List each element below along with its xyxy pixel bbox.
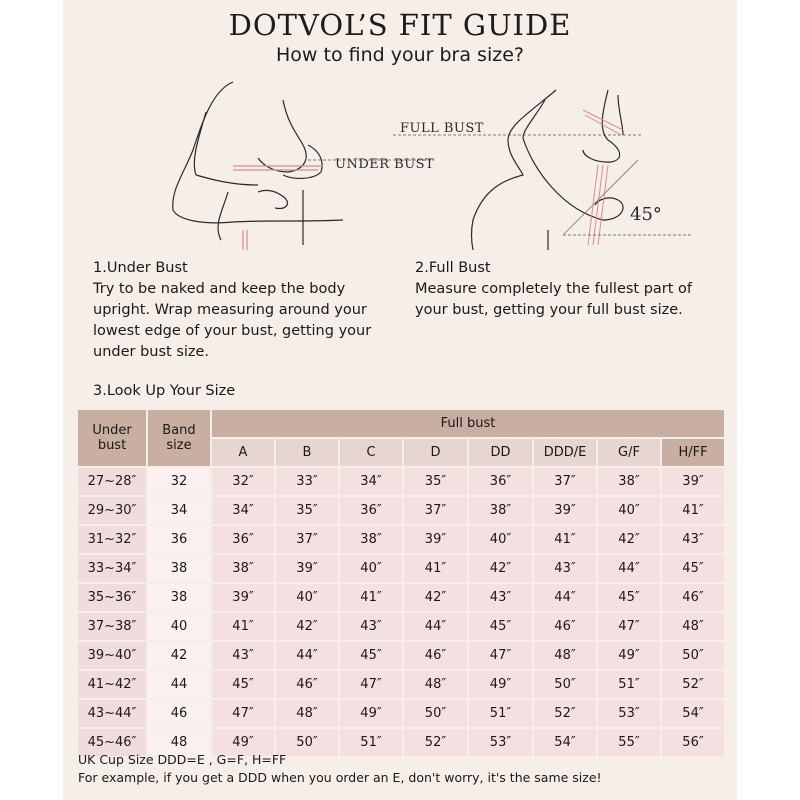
band-size-cell: 42 [148, 642, 210, 669]
full-bust-cell: 32″ [212, 468, 274, 495]
full-bust-cell: 55″ [598, 729, 660, 756]
band-size-cell: 46 [148, 700, 210, 727]
full-bust-cell: 45″ [598, 584, 660, 611]
table-row [78, 671, 724, 698]
note-example: For example, if you get a DDD when you order an E, don't worry, it's the same size! [78, 770, 602, 785]
table-row [78, 497, 724, 524]
full-bust-cell: 42″ [469, 555, 532, 582]
full-bust-cell: 34″ [212, 497, 274, 524]
step-full-bust [415, 258, 725, 321]
step-full-bust-body: Measure completely the fullest part of your bust, getting your full bust size. [415, 281, 693, 318]
full-bust-cell: 44″ [534, 584, 596, 611]
full-bust-cell: 35″ [276, 497, 338, 524]
full-bust-cell: 48″ [662, 613, 724, 640]
under-bust-cell: 27~28″ [78, 468, 146, 495]
full-bust-cell: 37″ [404, 497, 467, 524]
full-bust-cell: 42″ [404, 584, 467, 611]
full-bust-cell: 34″ [340, 468, 402, 495]
under-bust-cell: 39~40″ [78, 642, 146, 669]
angle-label: 45° [630, 204, 662, 225]
header-under-bust-line1: Under [92, 423, 132, 438]
full-bust-cell: 40″ [598, 497, 660, 524]
full-bust-cell: 51″ [469, 700, 532, 727]
band-size-cell: 38 [148, 584, 210, 611]
table-row [78, 700, 724, 727]
step-under-bust-body: Try to be naked and keep the body upright. Wrap measuring around your lowest edge of your bust, getting your under bust size. [93, 281, 372, 360]
measurement-illustration [63, 80, 737, 250]
full-bust-cell: 38″ [598, 468, 660, 495]
full-bust-cell: 44″ [404, 613, 467, 640]
full-bust-cell: 44″ [598, 555, 660, 582]
full-bust-cell: 48″ [534, 642, 596, 669]
page-title: DOTVOL’S FIT GUIDE [228, 8, 572, 42]
under-bust-cell: 43~44″ [78, 700, 146, 727]
cup-header: H/FF [662, 439, 724, 466]
full-bust-cell: 40″ [340, 555, 402, 582]
band-size-cell: 34 [148, 497, 210, 524]
full-bust-cell: 39″ [662, 468, 724, 495]
header-band-size [148, 410, 210, 466]
full-bust-cell: 41″ [534, 526, 596, 553]
header-band-line2: size [166, 438, 192, 453]
full-bust-cell: 54″ [534, 729, 596, 756]
header-under-bust [78, 410, 146, 466]
full-bust-cell: 52″ [534, 700, 596, 727]
full-bust-cell: 41″ [212, 613, 274, 640]
cup-header: DD [469, 439, 532, 466]
full-bust-cell: 49″ [340, 700, 402, 727]
full-bust-cell: 39″ [212, 584, 274, 611]
full-bust-cell: 56″ [662, 729, 724, 756]
full-bust-cell: 41″ [340, 584, 402, 611]
band-size-cell: 44 [148, 671, 210, 698]
cup-header: DDD/E [534, 439, 596, 466]
full-bust-cell: 42″ [276, 613, 338, 640]
full-bust-cell: 45″ [212, 671, 274, 698]
cup-header: C [340, 439, 402, 466]
cup-header: D [404, 439, 467, 466]
full-bust-cell: 40″ [276, 584, 338, 611]
full-bust-cell: 41″ [662, 497, 724, 524]
full-bust-cell: 40″ [469, 526, 532, 553]
cup-header: G/F [598, 439, 660, 466]
full-bust-cell: 39″ [534, 497, 596, 524]
full-bust-cell: 52″ [662, 671, 724, 698]
full-bust-label: FULL BUST [400, 121, 484, 136]
full-bust-cell: 33″ [276, 468, 338, 495]
full-bust-cell: 48″ [276, 700, 338, 727]
full-bust-cell: 47″ [469, 642, 532, 669]
table-row [78, 526, 724, 553]
cup-header: A [212, 439, 274, 466]
full-bust-cell: 37″ [276, 526, 338, 553]
full-bust-cell: 41″ [404, 555, 467, 582]
header-under-bust-line2: bust [97, 438, 127, 453]
full-bust-cell: 50″ [534, 671, 596, 698]
full-bust-cell: 49″ [598, 642, 660, 669]
under-bust-cell: 33~34″ [78, 555, 146, 582]
step-look-up-heading: 3.Look Up Your Size [93, 383, 236, 399]
table-row [78, 642, 724, 669]
under-bust-cell: 41~42″ [78, 671, 146, 698]
full-bust-cell: 38″ [340, 526, 402, 553]
full-bust-cell: 50″ [404, 700, 467, 727]
full-bust-cell: 39″ [276, 555, 338, 582]
step-under-bust-heading: 1.Under Bust [93, 260, 188, 276]
under-bust-cell: 37~38″ [78, 613, 146, 640]
full-bust-cell: 36″ [212, 526, 274, 553]
full-bust-cell: 39″ [404, 526, 467, 553]
full-bust-cell: 46″ [404, 642, 467, 669]
full-bust-cell: 36″ [340, 497, 402, 524]
full-bust-cell: 43″ [534, 555, 596, 582]
header-full-bust: Full bust [212, 410, 724, 437]
full-bust-cell: 50″ [276, 729, 338, 756]
table-row [78, 584, 724, 611]
full-bust-cell: 47″ [598, 613, 660, 640]
full-bust-cell: 45″ [469, 613, 532, 640]
full-bust-cell: 50″ [662, 642, 724, 669]
full-bust-cell: 43″ [469, 584, 532, 611]
page-subtitle: How to find your bra size? [276, 44, 524, 66]
full-bust-cell: 47″ [212, 700, 274, 727]
table-row [78, 555, 724, 582]
full-bust-cell: 43″ [212, 642, 274, 669]
full-bust-cell: 48″ [404, 671, 467, 698]
band-size-cell: 48 [148, 729, 210, 756]
table-row [78, 613, 724, 640]
under-bust-cell: 29~30″ [78, 497, 146, 524]
under-bust-label: UNDER BUST [335, 157, 435, 172]
full-bust-cell: 49″ [212, 729, 274, 756]
full-bust-cell: 46″ [276, 671, 338, 698]
header-band-line1: Band [162, 423, 196, 438]
full-bust-cell: 49″ [469, 671, 532, 698]
full-bust-cell: 47″ [340, 671, 402, 698]
full-bust-cell: 53″ [469, 729, 532, 756]
band-size-cell: 36 [148, 526, 210, 553]
under-bust-cell: 35~36″ [78, 584, 146, 611]
full-bust-cell: 51″ [598, 671, 660, 698]
step-under-bust [93, 258, 403, 363]
table-row [78, 468, 724, 495]
full-bust-cell: 38″ [212, 555, 274, 582]
full-bust-cell: 38″ [469, 497, 532, 524]
full-bust-cell: 37″ [534, 468, 596, 495]
notes [78, 751, 602, 787]
size-chart-body [78, 468, 724, 756]
full-bust-cell: 45″ [662, 555, 724, 582]
full-bust-cell: 43″ [340, 613, 402, 640]
band-size-cell: 40 [148, 613, 210, 640]
band-size-cell: 32 [148, 468, 210, 495]
full-bust-cell: 45″ [340, 642, 402, 669]
cup-header: B [276, 439, 338, 466]
full-bust-cell: 53″ [598, 700, 660, 727]
full-bust-cell: 54″ [662, 700, 724, 727]
full-bust-cell: 42″ [598, 526, 660, 553]
under-bust-cell: 45~46″ [78, 729, 146, 756]
full-bust-cell: 44″ [276, 642, 338, 669]
full-bust-cell: 52″ [404, 729, 467, 756]
full-bust-cell: 51″ [340, 729, 402, 756]
size-chart-table [76, 408, 726, 758]
step-full-bust-heading: 2.Full Bust [415, 260, 491, 276]
note-uk-cup: UK Cup Size DDD=E , G=F, H=FF [78, 752, 287, 767]
under-bust-cell: 31~32″ [78, 526, 146, 553]
full-bust-cell: 46″ [534, 613, 596, 640]
full-bust-cell: 35″ [404, 468, 467, 495]
full-bust-cell: 36″ [469, 468, 532, 495]
full-bust-cell: 43″ [662, 526, 724, 553]
left-figure-icon [173, 82, 343, 245]
full-bust-cell: 46″ [662, 584, 724, 611]
band-size-cell: 38 [148, 555, 210, 582]
